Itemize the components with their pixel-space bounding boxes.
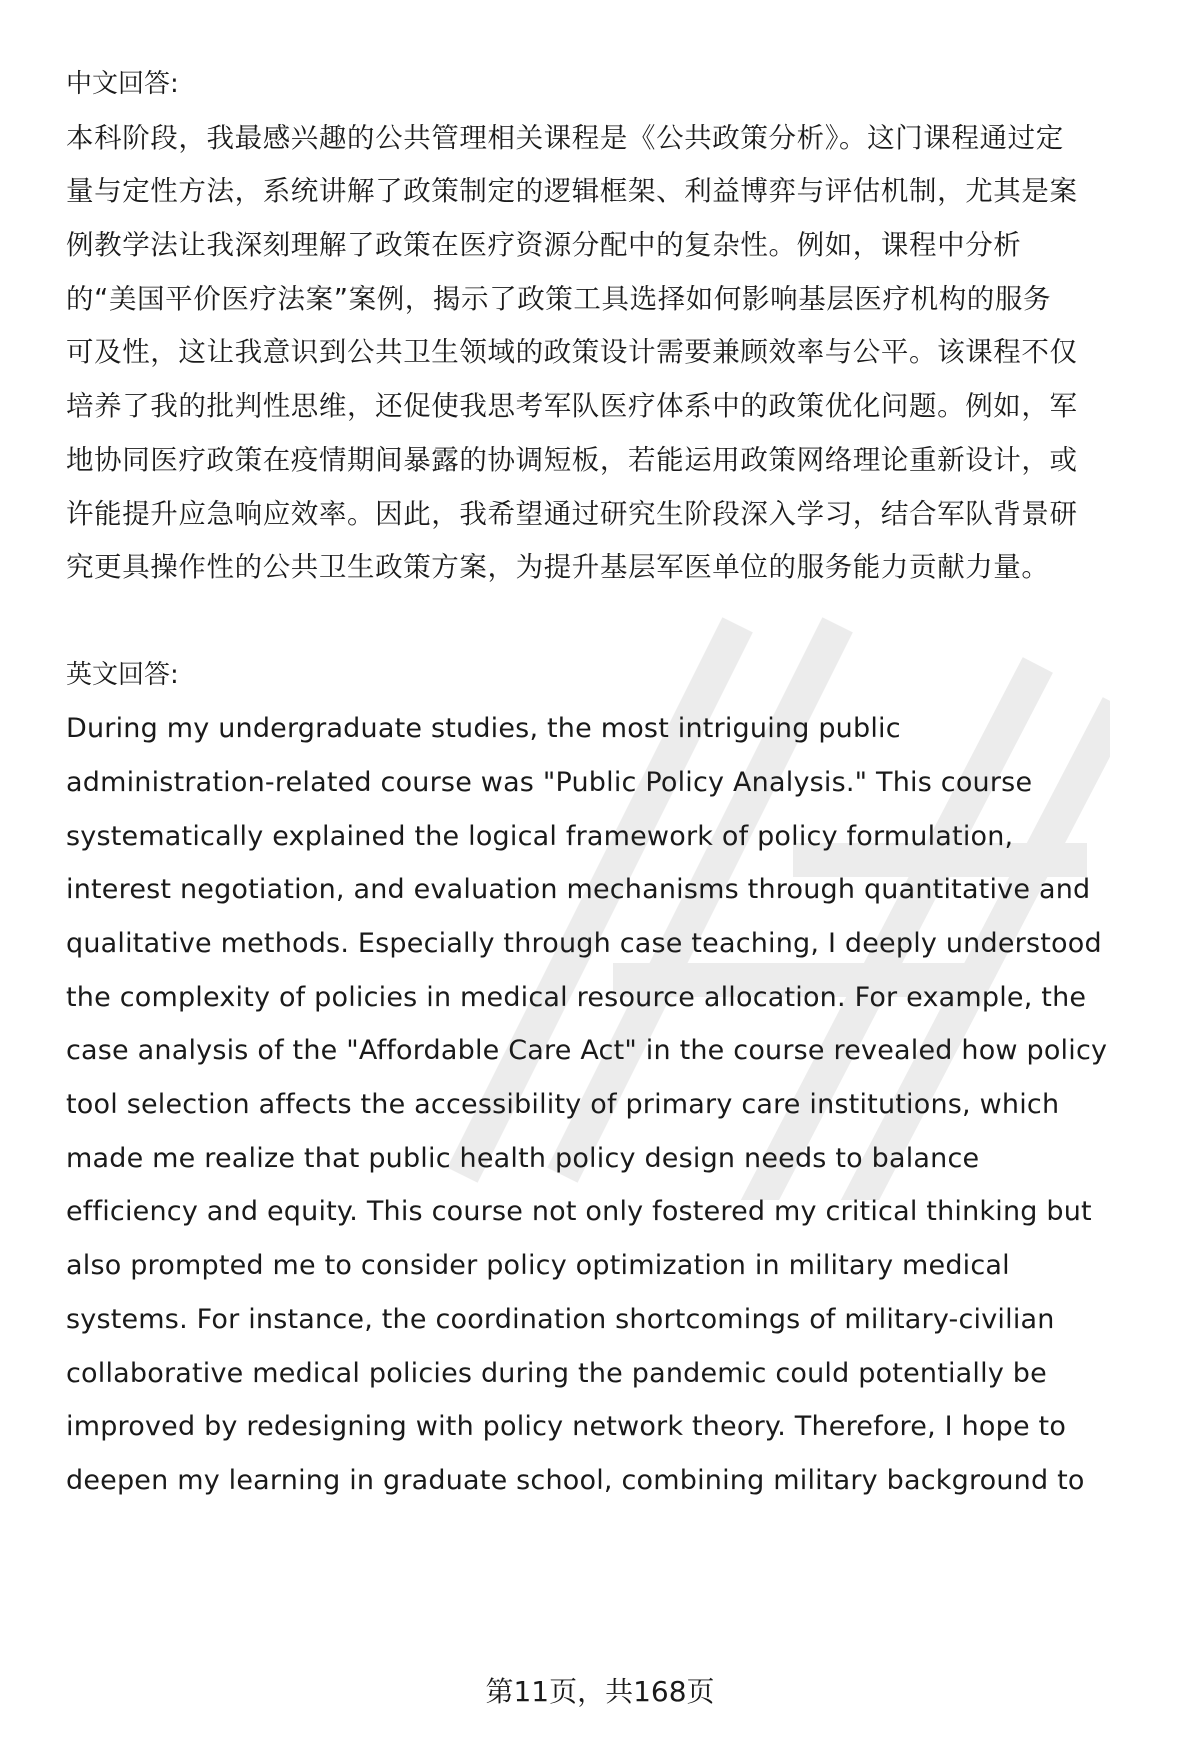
en-line: interest negotiation, and evaluation mechanisms through quantitative and bbox=[66, 874, 1091, 906]
en-line: also prompted me to consider policy optimization in military medical bbox=[66, 1250, 1010, 1282]
zh-line: 量与定性方法，系统讲解了政策制定的逻辑框架、利益博弈与评估机制，尤其是案 bbox=[66, 175, 1078, 208]
en-line: deepen my learning in graduate school, combining military background to bbox=[66, 1464, 1085, 1496]
en-line: systems. For instance, the coordination shortcomings of military-civilian bbox=[66, 1303, 1055, 1335]
en-answer-heading: 英文回答: bbox=[66, 659, 179, 690]
en-line: improved by redesigning with policy network theory. Therefore, I hope to bbox=[66, 1411, 1067, 1443]
zh-line: 的“美国平价医疗法案”案例，揭示了政策工具选择如何影响基层医疗机构的服务 bbox=[66, 282, 1052, 315]
zh-answer-heading: 中文回答: bbox=[66, 69, 179, 99]
en-line: tool selection affects the accessibility of primary care institutions, which bbox=[66, 1089, 1060, 1121]
zh-line: 究更具操作性的公共卫生政策方案，为提升基层军医单位的服务能力贡献力量。 bbox=[66, 551, 1050, 584]
en-line: made me realize that public health policy design needs to balance bbox=[66, 1142, 980, 1174]
en-line: collaborative medical policies during the pandemic could potentially be bbox=[66, 1357, 1047, 1389]
en-line: qualitative methods. Especially through case teaching, I deeply understood bbox=[66, 928, 1102, 959]
zh-line: 培养了我的批判性思维，还促使我思考军队医疗体系中的政策优化问题。例如，军 bbox=[66, 390, 1078, 423]
zh-line: 许能提升应急响应效率。因此，我希望通过研究生阶段深入学习，结合军队背景研 bbox=[66, 497, 1078, 530]
en-line: the complexity of policies in medical resource allocation. For example, the bbox=[66, 981, 1087, 1013]
en-line: administration-related course was "Public Policy Analysis." This course bbox=[66, 766, 1033, 798]
zh-line: 地协同医疗政策在疫情期间暴露的协调短板，若能运用政策网络理论重新设计，或 bbox=[66, 443, 1078, 476]
zh-answer-paragraph bbox=[66, 112, 1146, 595]
zh-line: 例教学法让我深刻理解了政策在医疗资源分配中的复杂性。例如，课程中分析 bbox=[66, 229, 1022, 262]
en-line: systematically explained the logical framework of policy formulation, bbox=[66, 820, 1014, 852]
en-line: case analysis of the "Affordable Care Act" in the course revealed how policy bbox=[66, 1035, 1108, 1067]
section-spacer bbox=[66, 595, 1146, 649]
zh-line: 可及性，这让我意识到公共卫生领域的政策设计需要兼顾效率与公平。该课程不仅 bbox=[66, 336, 1078, 369]
en-line: efficiency and equity. This course not only fostered my critical thinking but bbox=[66, 1196, 1092, 1228]
en-line: During my undergraduate studies, the most intriguing public bbox=[66, 713, 901, 745]
page-number-footer: 第11页，共168页 bbox=[485, 1675, 715, 1708]
document-page bbox=[66, 58, 1146, 1508]
zh-line: 本科阶段，我最感兴趣的公共管理相关课程是《公共政策分析》。这门课程通过定 bbox=[66, 121, 1064, 154]
en-answer-paragraph bbox=[66, 702, 1146, 1507]
